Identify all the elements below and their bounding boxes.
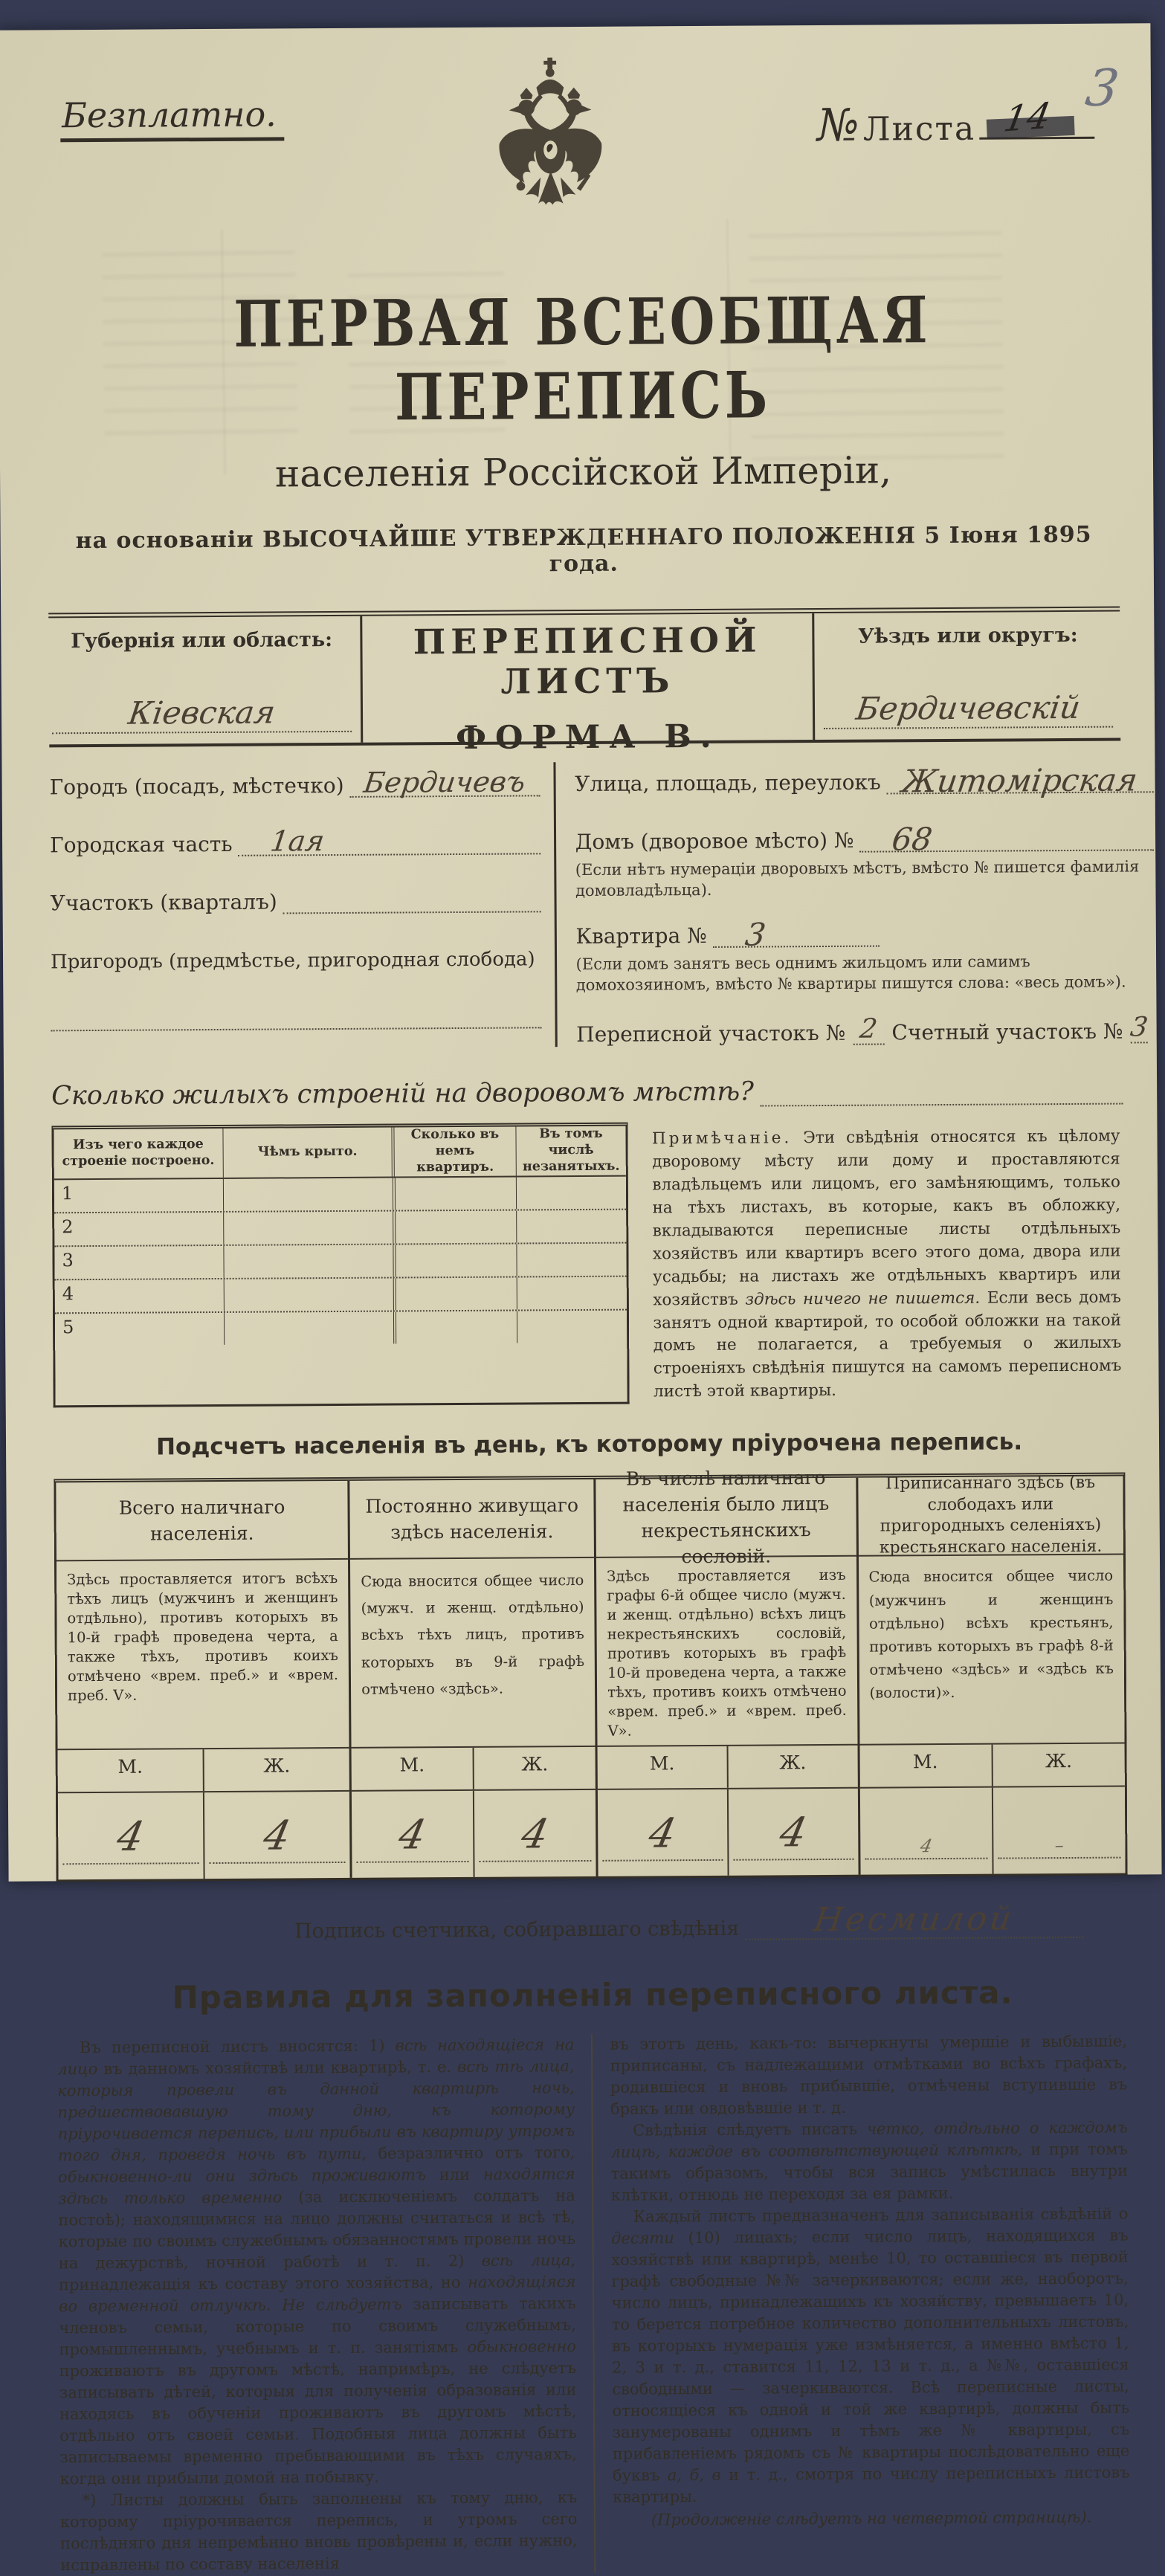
sheet-number-field — [817, 98, 1096, 263]
col-roofed-with: Чѣмъ крыто. — [222, 1127, 392, 1177]
note-paragraph: Примѣчаніе. Эти свѣдѣнія относятся къ цѣлому дворовому мѣсту или дому и проставляются владѣльцемъ или лицомъ, его замѣняющимъ, только на тѣхъ листахъ, въ которые, какъ въ обложку, вкладываются переписные листы отдѣльныхъ хозяйствъ или квартиръ всего этого дома, двора или усадьбы; на листахъ же отдѣльныхъ квартиръ или хозяйствъ здѣсь ничего не пишется. Если весь домъ занятъ одной квартирой, то особой обложки на такой домъ не полагается, а требуемыя о жилыхъ строеніяхъ свѣдѣнія пишутся на самомъ переписномъ листѣ этой квартиры. — [628, 1119, 1125, 1404]
group-description: Сюда вносится общее число (мужчинъ и женщинъ отдѣльно) всѣхъ крестьянъ, противъ которыхъ въ графѣ 8-й отмѣчено «здѣсь» и «здѣсь къ (волости)». — [858, 1555, 1124, 1744]
male-header: М. — [352, 1748, 473, 1790]
sheet-number-value: 14 — [1001, 95, 1054, 141]
count-group-permanent — [349, 1479, 598, 1878]
region-form-band — [48, 607, 1120, 748]
province-line — [52, 695, 352, 734]
count-area-label: Счетный участокъ № — [891, 1019, 1123, 1045]
group-title: Приписаннаго здѣсь (въ слободахъ или пригородныхъ селеніяхъ) крестьянскаго населенія. — [858, 1476, 1123, 1557]
sex-header-row — [859, 1743, 1125, 1787]
count-group-total-present — [56, 1481, 352, 1879]
suburb-field — [51, 939, 541, 973]
house-note: (Если нѣтъ нумераціи дворовыхъ мѣстъ, вмѣсто № пишется фамилія домовладѣльца). — [575, 856, 1154, 901]
city-part-label: Городская часть — [50, 832, 233, 857]
group-description: Здѣсь проставляется итогъ всѣхъ тѣхъ лицъ (мужчинъ и женщинъ отдѣльно), противъ которыхъ въ 10-й графѣ проведена черта, а также тѣхъ, противъ коихъ отмѣчено «врем. преб.» и «врем. преб. V». — [57, 1560, 349, 1749]
apartment-note: (Если домъ занятъ весь однимъ жильцомъ или самимъ домохозяиномъ, вмѣсто № квартиры пишутся слова: «весь домъ»). — [576, 952, 1155, 996]
district-line — [824, 691, 1113, 729]
value-cell — [992, 1787, 1126, 1874]
city-part-field — [50, 823, 540, 857]
handwritten-count: 4 — [347, 1811, 478, 1859]
row-number: 3 — [54, 1246, 223, 1279]
street-label: Улица, площадь, переулокъ — [575, 770, 881, 797]
male-header: М. — [598, 1746, 727, 1789]
street-value: Житомірская — [900, 761, 1140, 799]
form-letter: ФОРМА В. — [364, 717, 813, 758]
rules-paragraph: Свѣдѣнія слѣдуетъ писать четко, отдѣльно о каждомъ лицѣ, каждое въ соотвѣтствующей клѣткѣ, и при томъ такимъ образомъ, чтобы вся запись умѣстилась внутри клѣтки, отнюдь не переходя за ея рамки. — [610, 2117, 1128, 2207]
building-row — [55, 1310, 627, 1346]
value-cell — [859, 1788, 992, 1875]
building-row — [54, 1210, 627, 1247]
apartment-line — [712, 916, 879, 948]
female-header: Ж. — [203, 1749, 349, 1791]
value-cell — [58, 1792, 204, 1879]
province-label: Губернія или область: — [51, 628, 352, 653]
census-title: ПЕРВАЯ ВСЕОБЩАЯ ПЕРЕПИСЬ — [79, 283, 1087, 437]
continuation-line — [51, 997, 541, 1031]
col-vacant: Въ томъ числѣ незанятыхъ. — [515, 1126, 626, 1175]
group-description: Здѣсь проставляется изъ графы 6-й общее число (мужч. и женщ. отдѣльно) всѣхъ лицъ некрестьянскихъ сословій, противъ которыхъ въ графѣ 10-й проведена черта, а также тѣхъ, противъ коихъ отмѣчено «врем. преб.» и «врем. преб. V». — [596, 1557, 857, 1746]
sex-header-row — [58, 1747, 350, 1792]
col-built-of: Изъ чего каждое строеніе построено. — [54, 1129, 222, 1178]
building-row — [54, 1176, 627, 1213]
value-cell — [727, 1789, 858, 1876]
census-area-line — [853, 1013, 885, 1045]
district-label: Уѣздъ или округъ: — [823, 624, 1112, 648]
female-header: Ж. — [726, 1746, 857, 1788]
row-number: 2 — [54, 1213, 223, 1245]
buildings-table — [51, 1122, 630, 1407]
rules-right-column — [590, 2031, 1132, 2573]
group-description: Сюда вносится общее число (мужч. и женщ. отдѣльно) всѣхъ тѣхъ лицъ, противъ которыхъ въ 9-й графѣ отмѣчено «здѣсь». — [350, 1558, 596, 1747]
enumerator-signature-row — [294, 1899, 1083, 1943]
apartment-value: 3 — [743, 917, 767, 953]
apartment-field — [575, 914, 1154, 949]
value-cell — [203, 1792, 350, 1879]
city-part-line — [238, 823, 540, 856]
handwritten-count: 4 — [593, 1810, 732, 1857]
count-area-line — [1130, 1012, 1147, 1043]
rules-heading: Правила для заполненія переписного листа. — [57, 1974, 1128, 2017]
rules-paragraph: *) Листы должны быть заполнены къ тому дню, къ которому пріурочивается перепись, и утромъ сего послѣдняго дня непремѣнно вновь провѣрены и, если нужно, исправлены по составу населенія — [60, 2487, 578, 2576]
district-box — [812, 612, 1120, 740]
province-box — [48, 616, 363, 745]
signature-value: Несмилой — [812, 1900, 1017, 1940]
rules-paragraph: въ этотъ день, какъ-то: вычеркнуты умершіе и выбывшіе, приписаны, съ надлежащими отмѣтками во всѣхъ графахъ, родившіеся и вновь прибывшіе, отмѣчены вступившіе въ бракъ или овдовѣвшіе и т. д. — [610, 2031, 1127, 2120]
rules-continuation-note: (Продолженіе слѣдуетъ на четвертой страницѣ). — [613, 2506, 1130, 2531]
block-line — [283, 881, 541, 914]
buildings-question-line — [760, 1088, 1123, 1106]
female-header: Ж. — [473, 1747, 596, 1789]
free-of-charge-label: Безплатно. — [60, 94, 284, 142]
city-label: Городъ (посадъ, мѣстечко) — [50, 773, 344, 799]
address-right-column — [553, 758, 1155, 1047]
form-title-box — [363, 613, 813, 743]
province-value: Кіевская — [126, 694, 277, 731]
imperial-double-headed-eagle-icon — [283, 43, 818, 266]
value-row — [58, 1790, 350, 1879]
street-line — [887, 761, 1154, 794]
rules-paragraph: Каждый листъ предназначенъ для записыванія свѣдѣній о десяти (10) лицахъ; если число лицъ, находящихся въ хозяйствѣ или квартирѣ, менѣе 10, то оставшіеся въ первой графѣ свободные №№ зачеркиваются; если же, наоборотъ, число лицъ, принадлежащихъ къ хозяйству, превышаетъ 10, то берется потребное количество дополнительныхъ листовъ, въ которыхъ нумерація уже измѣняется, а именно вмѣсто 1, 2, 3 и т. д., ставится 11, 12, 13 и т. д., а №№, оставшіеся свободными — зачеркиваются. Всѣ переписные листы, относящіеся къ одной и той же квартирѣ, должны быть занумерованы однимъ и тѣмъ же № квартиры, съ прибавленіемъ рядомъ съ № квартиры послѣдовательно еще буквъ а, б, в и т. д., смотря по числу переписныхъ листовъ квартиры. — [611, 2204, 1130, 2508]
handwritten-count: – — [991, 1835, 1127, 1856]
count-area-value: 3 — [1129, 1012, 1149, 1042]
rules-left-column — [57, 2034, 594, 2576]
address-section — [49, 759, 1122, 1050]
census-area-label: Переписной участокъ № — [576, 1021, 845, 1047]
city-line — [349, 765, 540, 798]
building-row — [55, 1276, 627, 1314]
block-field — [50, 881, 540, 915]
group-title: Въ числѣ наличнаго населенія было лицъ некрестьянскихъ сословій. — [596, 1478, 856, 1558]
group-title: Постоянно живущаго здѣсь населенія. — [349, 1479, 594, 1560]
masthead — [45, 42, 1118, 268]
value-row — [352, 1789, 596, 1878]
form-title: ПЕРЕПИСНОЙ ЛИСТЪ — [363, 619, 813, 703]
signature-label: Подпись счетчика, собиравшаго свѣдѣнія — [294, 1917, 739, 1943]
handwritten-count: 4 — [858, 1836, 994, 1857]
rules-paragraph: Въ переписной листъ вносятся: 1) всѣ находящіеся на лицо въ данномъ хозяйствѣ или квартирѣ, т. е. всѣ тѣ лица, которыя провели въ данной квартирѣ ночь, предшествовавшую тому дню, къ которому пріурочивается перепись, или прибыли въ квартиру утромъ того дня, проведя ночь въ пути, безразлично отъ того, обыкновенно-ли они здѣсь проживаютъ или находятся здѣсь только временно (за исключеніемъ солдатъ на постоѣ); находящимися на лицо должны считаться и всѣ тѣ, которые по своимъ служебнымъ обязанностямъ провели ночь на дежурствѣ, ночной работѣ и т. п. 2) всѣ лица, принадлежащія къ составу этого хозяйства, но находящіяся во временной отлучкѣ. Не слѣдуетъ записывать такихъ членовъ семьи, которые по своимъ служебнымъ, промышленнымъ, учебнымъ и т. п. занятіямъ обыкновенно проживаютъ въ другомъ мѣстѣ, напримѣръ, не слѣдуетъ записывать дѣтей, которыя для полученія образованія или находясь въ обученіи проживаютъ въ другомъ мѣстѣ, отдѣльно отъ своей семьи. Подобныя лица должны быть записываемы временно пребывающими въ тѣхъ случаяхъ, когда они прибыли домой на побывку. — [57, 2034, 577, 2490]
sheet-number-label: Листа — [863, 110, 976, 149]
city-field — [49, 765, 540, 799]
handwritten-count: 4 — [54, 1812, 208, 1860]
group-title: Всего наличнаго населенія. — [56, 1481, 348, 1561]
numero-sign: № — [817, 100, 859, 152]
district-value: Бердичевскій — [854, 689, 1082, 727]
rules-columns — [57, 2031, 1132, 2576]
col-apartments: Сколько въ немъ квартиръ. — [392, 1126, 516, 1176]
house-field — [575, 819, 1153, 854]
census-area-field — [576, 1012, 1155, 1047]
row-number: 1 — [54, 1179, 223, 1212]
value-cell — [352, 1791, 474, 1878]
buildings-question — [51, 1074, 1123, 1111]
male-header: М. — [859, 1745, 992, 1787]
value-row — [598, 1787, 858, 1876]
signature-line — [745, 1899, 1083, 1940]
block-label: Участокъ (кварталъ) — [50, 889, 277, 915]
city-part-value: 1ая — [269, 824, 327, 857]
sex-header-row — [598, 1744, 858, 1789]
buildings-question-text: Сколько жилыхъ строеній на дворовомъ мѣстѣ? — [51, 1076, 754, 1111]
apartment-label: Квартира № — [575, 923, 706, 949]
handwritten-count: 4 — [200, 1812, 355, 1859]
value-cell — [598, 1789, 727, 1876]
count-table-heading: Подсчетъ населенія въ день, къ которому пріурочена перепись. — [54, 1428, 1125, 1462]
city-value: Бердичевъ — [362, 765, 528, 798]
sex-header-row — [352, 1746, 596, 1790]
row-number: 4 — [55, 1279, 224, 1312]
page-content — [0, 23, 1162, 1881]
population-count-table — [54, 1473, 1127, 1882]
pencil-page-number: 3 — [1082, 59, 1122, 118]
house-line — [859, 819, 1154, 852]
value-cell — [473, 1790, 596, 1877]
census-subtitle: населенія Россійской Имперіи, — [48, 448, 1119, 497]
census-legal-basis: на основаніи ВЫСОЧАЙШЕ УТВЕРЖДЕННАГО ПОЛОЖЕНІЯ 5 Іюня 1895 года. — [48, 522, 1120, 581]
male-header: М. — [58, 1749, 203, 1792]
handwritten-count: 4 — [724, 1809, 863, 1856]
address-left-column — [49, 762, 555, 1050]
value-row — [859, 1786, 1125, 1875]
building-row — [54, 1243, 627, 1280]
buildings-row — [51, 1119, 1124, 1407]
handwritten-count: 4 — [470, 1810, 601, 1858]
buildings-table-header — [54, 1126, 626, 1180]
row-number: 5 — [55, 1313, 224, 1346]
female-header: Ж. — [991, 1744, 1125, 1786]
census-form-page — [0, 23, 1162, 1881]
sheet-number-line — [979, 103, 1094, 140]
empty-continuation-line — [51, 997, 541, 1031]
house-label: Домъ (дворовое мѣсто) № — [575, 828, 854, 854]
house-value: 68 — [890, 821, 935, 857]
census-area-value: 2 — [858, 1013, 879, 1044]
count-group-ascribed-peasant — [858, 1476, 1126, 1875]
count-group-non-peasant — [596, 1478, 860, 1876]
suburb-label: Пригородъ (предмѣстье, пригородная слобода) — [51, 948, 535, 973]
street-field — [575, 761, 1153, 796]
